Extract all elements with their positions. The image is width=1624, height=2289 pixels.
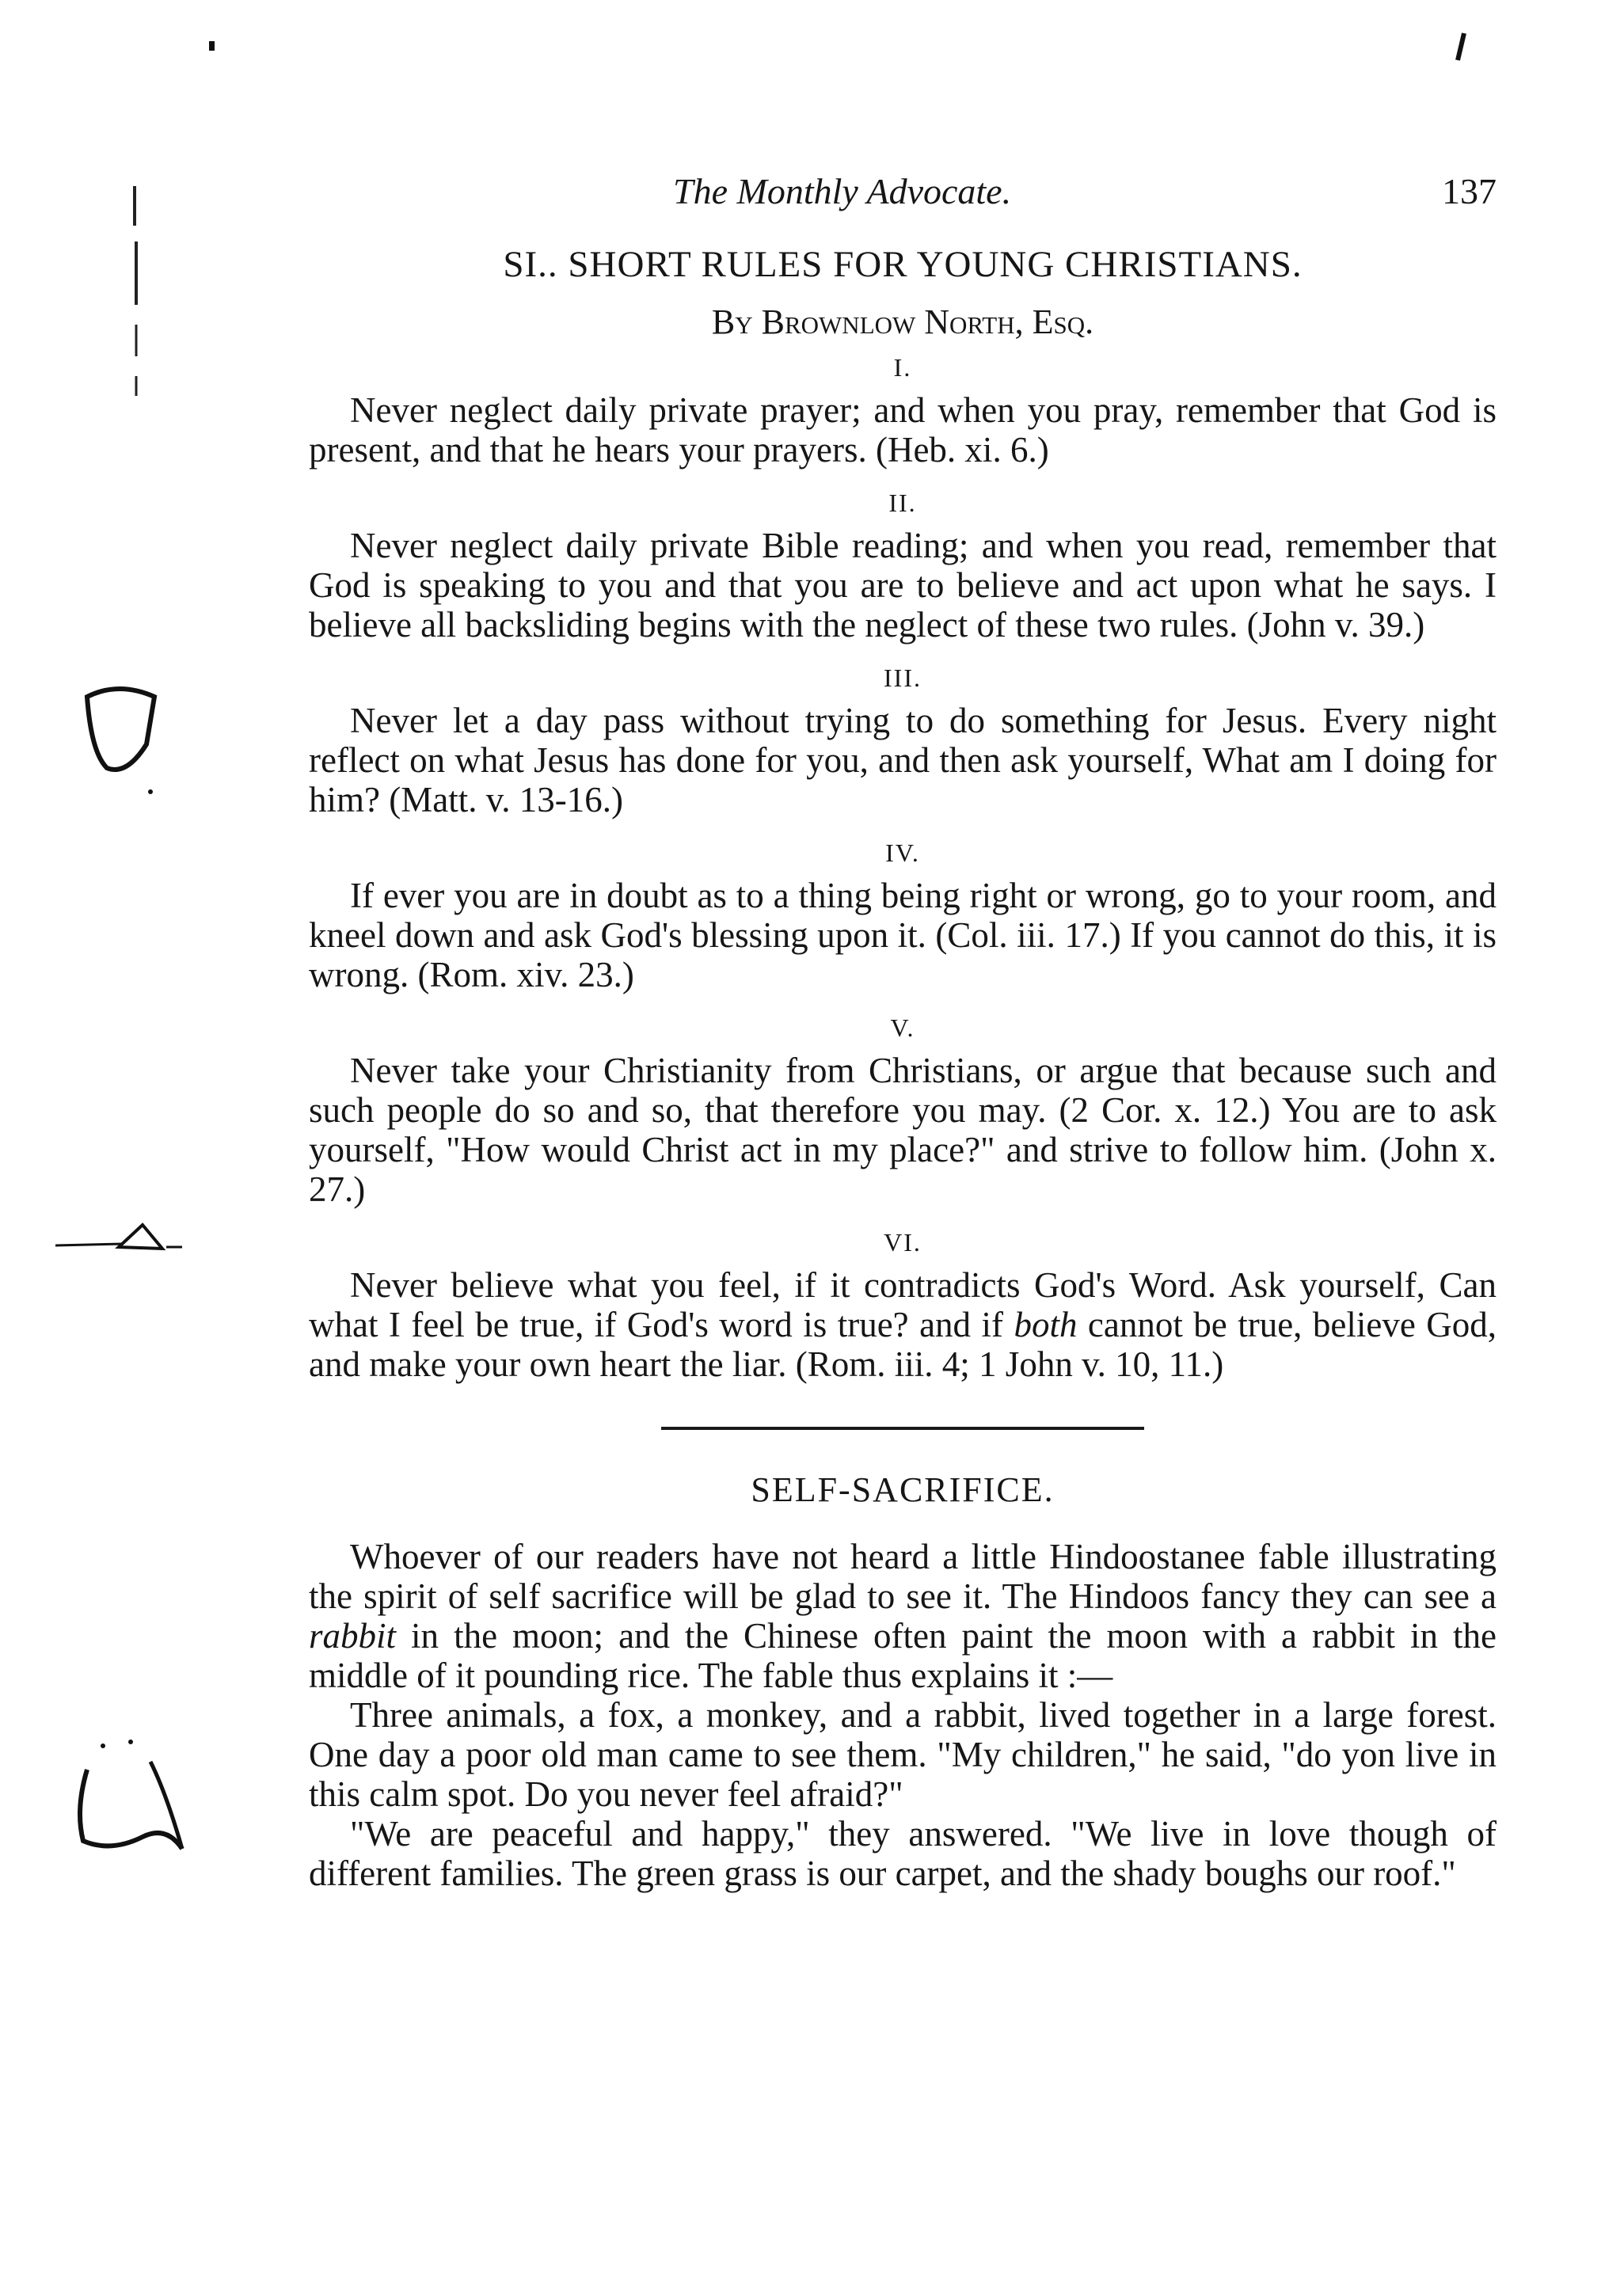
second-article-title: SELF-SACRIFICE. xyxy=(751,1470,1055,1509)
rule-text: Never let a day pass without trying to do something for Jesus. Every night reflect on what Jesus has done for you, and then ask yourself, What am I doing for him? (Matt. v. 13-16.) xyxy=(309,701,1497,819)
rule-2 xyxy=(309,489,1497,644)
rule-numeral: I. xyxy=(893,353,912,382)
running-head xyxy=(309,170,1497,226)
paragraph-italic: rabbit xyxy=(309,1616,397,1656)
rule-text-italic: both xyxy=(1014,1305,1078,1344)
rule-text: Never neglect daily private Bible reading; and when you read, remember that God is speaking to you and that you are to believe and act upon what he says. I believe all backsliding begins with the neglect of these two rules. (John v. 39.) xyxy=(309,526,1497,644)
margin-mark-arch-sketch xyxy=(63,1738,198,1865)
journal-title: The Monthly Advocate. xyxy=(673,171,1012,211)
rule-numeral: III. xyxy=(884,664,922,692)
rule-text: Never take your Christianity from Christians, or argue that because such and such people do so and so, that therefore you may. (2 Cor. x. 12.) You are to ask yourself, "How would Christ act in my place?" and strive to follow him. (John x. 27.) xyxy=(309,1051,1497,1209)
rule-text: Never neglect daily private prayer; and when you pray, remember that God is present, and that he hears your prayers. (Heb. xi. 6.) xyxy=(309,390,1497,470)
rule-text: If ever you are in doubt as to a thing being right or wrong, go to your room, and kneel down and ask God's blessing upon it. (Col. iii. 17.) If you cannot do this, it is wrong. (Rom. xiv. 23.) xyxy=(309,876,1497,994)
rule-text xyxy=(309,1265,1497,1384)
section-divider xyxy=(661,1427,1144,1430)
article-title: SI.. SHORT RULES FOR YOUNG CHRISTIANS. xyxy=(503,244,1303,285)
paragraph: Three animals, a fox, a monkey, and a rabbit, lived together in a large forest. One day a poor old man came to see them. "My children," he said, "do yon live in this calm spot. Do you never feel afraid?" xyxy=(309,1695,1497,1814)
paragraph-part: in the moon; and the Chinese often paint the moon with a rabbit in the middle of it pounding rice. The fable thus explains it :— xyxy=(309,1616,1497,1695)
corner-tick-left xyxy=(207,40,217,54)
margin-mark-pointer-sketch xyxy=(55,1215,190,1263)
rule-numeral: IV. xyxy=(885,838,920,867)
rule-5 xyxy=(309,1013,1497,1209)
rule-numeral: II. xyxy=(888,489,917,517)
rule-4 xyxy=(309,838,1497,994)
rule-text-part: Never believe what you feel, if it contradicts God's Word. Ask yourself, Can what I feel be true, if God's word is true? and if xyxy=(309,1265,1497,1344)
rule-text-part: cannot be true, believe God, and make your own heart the liar. (Rom. iii. 4; 1 John v. 10, 11.) xyxy=(309,1305,1497,1384)
margin-mark-binding-line xyxy=(127,178,150,416)
rule-numeral: VI. xyxy=(884,1228,922,1257)
rule-numeral: V. xyxy=(890,1013,915,1042)
rule-1 xyxy=(309,353,1497,470)
rule-3 xyxy=(309,664,1497,819)
paragraph-part: Whoever of our readers have not heard a little Hindoostanee fable illustrating the spirit of self sacrifice will be glad to see it. The Hindoos fancy they can see a xyxy=(309,1537,1497,1616)
article-byline: By Brownlow North, Esq. xyxy=(711,302,1094,341)
paragraph: "We are peaceful and happy," they answered. "We live in love though of different families. The green grass is our carpet, and the shady boughs our roof." xyxy=(309,1814,1497,1893)
margin-mark-shield-sketch xyxy=(79,681,166,800)
paragraph xyxy=(309,1537,1497,1695)
page-content xyxy=(309,170,1497,1893)
rule-6 xyxy=(309,1228,1497,1384)
page-number: 137 xyxy=(1442,171,1497,211)
corner-tick-right xyxy=(1453,32,1469,63)
